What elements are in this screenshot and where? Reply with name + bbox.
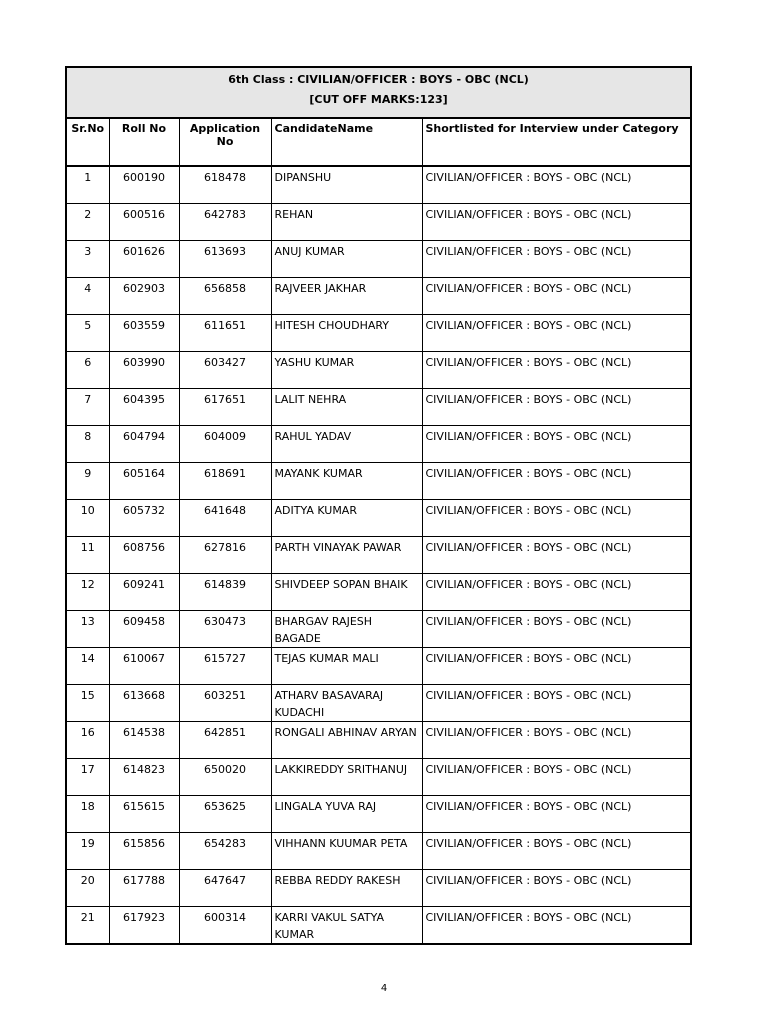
cut-off-marks: [CUT OFF MARKS:123] <box>309 93 448 106</box>
candidate-name-cell: KARRI VAKUL SATYA KUMAR <box>271 907 422 945</box>
category-cell: CIVILIAN/OFFICER : BOYS - OBC (NCL) <box>422 870 691 907</box>
sr-no-cell: 10 <box>66 500 109 537</box>
roll-no-cell: 604395 <box>109 389 179 426</box>
roll-no-cell: 614538 <box>109 722 179 759</box>
application-no-cell: 604009 <box>179 426 271 463</box>
roll-no-cell: 609241 <box>109 574 179 611</box>
column-header-candidate-name: CandidateName <box>271 118 422 166</box>
roll-no-cell: 601626 <box>109 241 179 278</box>
roll-no-cell: 613668 <box>109 685 179 722</box>
candidate-name-cell: RAHUL YADAV <box>271 426 422 463</box>
candidate-name-cell: ADITYA KUMAR <box>271 500 422 537</box>
roll-no-cell: 617923 <box>109 907 179 945</box>
column-header-category: Shortlisted for Interview under Category <box>422 118 691 166</box>
table-title: 6th Class : CIVILIAN/OFFICER : BOYS - OBC (NCL) <box>228 73 529 86</box>
candidate-name-cell: ATHARV BASAVARAJ KUDACHI <box>271 685 422 722</box>
category-cell: CIVILIAN/OFFICER : BOYS - OBC (NCL) <box>422 278 691 315</box>
candidate-name-cell: MAYANK KUMAR <box>271 463 422 500</box>
table-row <box>66 907 691 945</box>
category-cell: CIVILIAN/OFFICER : BOYS - OBC (NCL) <box>422 759 691 796</box>
candidate-name-cell: VIHHANN KUUMAR PETA <box>271 833 422 870</box>
table-row <box>66 759 691 796</box>
application-no-cell: 618478 <box>179 166 271 204</box>
application-no-cell: 613693 <box>179 241 271 278</box>
sr-no-cell: 18 <box>66 796 109 833</box>
application-no-cell: 641648 <box>179 500 271 537</box>
table-row <box>66 722 691 759</box>
column-header-sr-no: Sr.No <box>66 118 109 166</box>
table-row <box>66 166 691 204</box>
shortlist-table <box>65 66 692 945</box>
page-number: 4 <box>380 983 388 994</box>
sr-no-cell: 15 <box>66 685 109 722</box>
candidate-name-cell: HITESH CHOUDHARY <box>271 315 422 352</box>
table-row <box>66 611 691 648</box>
sr-no-cell: 11 <box>66 537 109 574</box>
category-cell: CIVILIAN/OFFICER : BOYS - OBC (NCL) <box>422 315 691 352</box>
roll-no-cell: 605732 <box>109 500 179 537</box>
sr-no-cell: 12 <box>66 574 109 611</box>
candidate-name-cell: RONGALI ABHINAV ARYAN <box>271 722 422 759</box>
table-row <box>66 315 691 352</box>
roll-no-cell: 609458 <box>109 611 179 648</box>
roll-no-cell: 600516 <box>109 204 179 241</box>
table-row <box>66 426 691 463</box>
sr-no-cell: 14 <box>66 648 109 685</box>
application-no-cell: 656858 <box>179 278 271 315</box>
table-row <box>66 500 691 537</box>
sr-no-cell: 20 <box>66 870 109 907</box>
application-no-cell: 614839 <box>179 574 271 611</box>
table-row <box>66 352 691 389</box>
category-cell: CIVILIAN/OFFICER : BOYS - OBC (NCL) <box>422 389 691 426</box>
table-row <box>66 833 691 870</box>
sr-no-cell: 19 <box>66 833 109 870</box>
candidate-name-cell: LINGALA YUVA RAJ <box>271 796 422 833</box>
application-no-cell: 642783 <box>179 204 271 241</box>
application-no-cell: 615727 <box>179 648 271 685</box>
application-no-cell: 642851 <box>179 722 271 759</box>
application-no-cell: 654283 <box>179 833 271 870</box>
category-cell: CIVILIAN/OFFICER : BOYS - OBC (NCL) <box>422 833 691 870</box>
sr-no-cell: 5 <box>66 315 109 352</box>
application-no-cell: 650020 <box>179 759 271 796</box>
sr-no-cell: 2 <box>66 204 109 241</box>
category-cell: CIVILIAN/OFFICER : BOYS - OBC (NCL) <box>422 611 691 648</box>
candidate-name-cell: DIPANSHU <box>271 166 422 204</box>
table-row <box>66 796 691 833</box>
table-row <box>66 463 691 500</box>
application-no-cell: 627816 <box>179 537 271 574</box>
application-no-cell: 653625 <box>179 796 271 833</box>
category-cell: CIVILIAN/OFFICER : BOYS - OBC (NCL) <box>422 166 691 204</box>
candidate-name-cell: BHARGAV RAJESH BAGADE <box>271 611 422 648</box>
category-cell: CIVILIAN/OFFICER : BOYS - OBC (NCL) <box>422 648 691 685</box>
application-no-cell: 603427 <box>179 352 271 389</box>
roll-no-cell: 603990 <box>109 352 179 389</box>
candidate-name-cell: REHAN <box>271 204 422 241</box>
roll-no-cell: 614823 <box>109 759 179 796</box>
candidate-name-cell: ANUJ KUMAR <box>271 241 422 278</box>
roll-no-cell: 603559 <box>109 315 179 352</box>
category-cell: CIVILIAN/OFFICER : BOYS - OBC (NCL) <box>422 463 691 500</box>
roll-no-cell: 605164 <box>109 463 179 500</box>
table-title-cell <box>66 67 691 118</box>
sr-no-cell: 6 <box>66 352 109 389</box>
application-no-cell: 618691 <box>179 463 271 500</box>
candidate-name-cell: REBBA REDDY RAKESH <box>271 870 422 907</box>
roll-no-cell: 617788 <box>109 870 179 907</box>
roll-no-cell: 608756 <box>109 537 179 574</box>
sr-no-cell: 4 <box>66 278 109 315</box>
candidate-name-cell: RAJVEER JAKHAR <box>271 278 422 315</box>
category-cell: CIVILIAN/OFFICER : BOYS - OBC (NCL) <box>422 241 691 278</box>
application-no-cell: 603251 <box>179 685 271 722</box>
table-row <box>66 241 691 278</box>
category-cell: CIVILIAN/OFFICER : BOYS - OBC (NCL) <box>422 426 691 463</box>
sr-no-cell: 1 <box>66 166 109 204</box>
table-row <box>66 870 691 907</box>
category-cell: CIVILIAN/OFFICER : BOYS - OBC (NCL) <box>422 907 691 945</box>
category-cell: CIVILIAN/OFFICER : BOYS - OBC (NCL) <box>422 204 691 241</box>
roll-no-cell: 615615 <box>109 796 179 833</box>
sr-no-cell: 16 <box>66 722 109 759</box>
category-cell: CIVILIAN/OFFICER : BOYS - OBC (NCL) <box>422 685 691 722</box>
roll-no-cell: 602903 <box>109 278 179 315</box>
category-cell: CIVILIAN/OFFICER : BOYS - OBC (NCL) <box>422 574 691 611</box>
category-cell: CIVILIAN/OFFICER : BOYS - OBC (NCL) <box>422 796 691 833</box>
column-header-application-no: Application No <box>179 118 271 166</box>
application-no-cell: 617651 <box>179 389 271 426</box>
sr-no-cell: 17 <box>66 759 109 796</box>
sr-no-cell: 3 <box>66 241 109 278</box>
sr-no-cell: 21 <box>66 907 109 945</box>
candidate-name-cell: PARTH VINAYAK PAWAR <box>271 537 422 574</box>
table-row <box>66 278 691 315</box>
candidate-name-cell: SHIVDEEP SOPAN BHAIK <box>271 574 422 611</box>
category-cell: CIVILIAN/OFFICER : BOYS - OBC (NCL) <box>422 500 691 537</box>
candidate-name-cell: TEJAS KUMAR MALI <box>271 648 422 685</box>
roll-no-cell: 615856 <box>109 833 179 870</box>
column-header-roll-no: Roll No <box>109 118 179 166</box>
sr-no-cell: 8 <box>66 426 109 463</box>
application-no-cell: 611651 <box>179 315 271 352</box>
sr-no-cell: 9 <box>66 463 109 500</box>
table-row <box>66 204 691 241</box>
category-cell: CIVILIAN/OFFICER : BOYS - OBC (NCL) <box>422 352 691 389</box>
roll-no-cell: 610067 <box>109 648 179 685</box>
application-no-cell: 630473 <box>179 611 271 648</box>
roll-no-cell: 604794 <box>109 426 179 463</box>
application-no-cell: 600314 <box>179 907 271 945</box>
table-row <box>66 574 691 611</box>
application-no-cell: 647647 <box>179 870 271 907</box>
table-header-row <box>66 118 691 166</box>
table-title-row <box>66 67 691 118</box>
table-row <box>66 685 691 722</box>
table-row <box>66 389 691 426</box>
category-cell: CIVILIAN/OFFICER : BOYS - OBC (NCL) <box>422 722 691 759</box>
candidate-name-cell: LAKKIREDDY SRITHANUJ <box>271 759 422 796</box>
candidate-name-cell: YASHU KUMAR <box>271 352 422 389</box>
sr-no-cell: 7 <box>66 389 109 426</box>
sr-no-cell: 13 <box>66 611 109 648</box>
table-row <box>66 537 691 574</box>
candidate-name-cell: LALIT NEHRA <box>271 389 422 426</box>
table-row <box>66 648 691 685</box>
category-cell: CIVILIAN/OFFICER : BOYS - OBC (NCL) <box>422 537 691 574</box>
roll-no-cell: 600190 <box>109 166 179 204</box>
